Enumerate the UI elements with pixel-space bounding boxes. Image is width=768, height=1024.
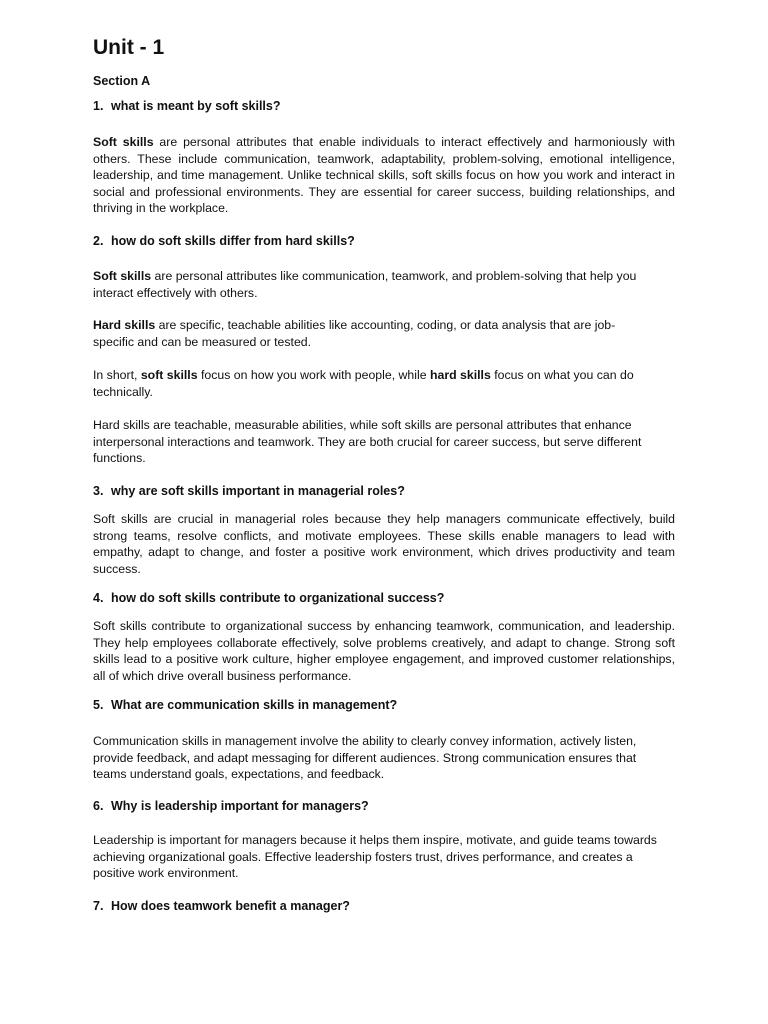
question-number: 1. — [93, 99, 104, 113]
question-text: how do soft skills differ from hard skills? — [111, 234, 355, 248]
question-2 — [93, 234, 355, 248]
answer-6: Leadership is important for managers because it helps them inspire, motivate, and guide teams towards achieving organizational goals. Effective leadership fosters trust, drives performance, and creates a positive work environment. — [93, 833, 657, 881]
answer-3: Soft skills are crucial in managerial roles because they help managers communicate effectively, build strong teams, resolve conflicts, and motivate employees. These skills enable managers to lead with empathy, adapt to change, and foster a positive work environment, which drives productivity and team success. — [93, 512, 675, 576]
bold-term: Hard skills — [93, 318, 156, 332]
answer-text: are personal attributes that enable individuals to interact effectively and harmoniously with others. These include communication, teamwork, adaptability, problem-solving, emotional intelligence, leadership, and time management. Unlike technical skills, soft skills focus on how you work and interact in social and professional environments. They are essential for career success, building relationships, and thriving in the workplace. — [93, 135, 675, 216]
answer-text: are specific, teachable abilities like accounting, coding, or data analysis that are job-specific and can be measured or tested. — [93, 318, 616, 349]
question-number: 3. — [93, 484, 104, 498]
question-text: why are soft skills important in managerial roles? — [111, 484, 405, 498]
question-6 — [93, 799, 369, 813]
question-number: 4. — [93, 591, 104, 605]
bold-term: Soft skills — [93, 269, 152, 283]
question-number: 6. — [93, 799, 104, 813]
answer-text: focus on how you work with people, while — [197, 368, 430, 382]
question-7 — [93, 899, 350, 913]
unit-title: Unit - 1 — [93, 36, 165, 59]
question-text: what is meant by soft skills? — [111, 99, 281, 113]
answer-2-paragraph-3 — [93, 367, 665, 400]
bold-term: hard skills — [429, 368, 491, 382]
section-heading: Section A — [93, 74, 151, 88]
answer-2-paragraph-2 — [93, 317, 653, 350]
question-1 — [93, 99, 281, 113]
answer-4: Soft skills contribute to organizational success by enhancing teamwork, communication, and leadership. They help employees collaborate effectively, solve problems creatively, and adapt to change. Strong soft skills lead to a positive work culture, higher employee engagement, and improved customer relationships, all of which drive overall business performance. — [93, 619, 675, 683]
question-text: How does teamwork benefit a manager? — [111, 899, 350, 913]
question-number: 2. — [93, 234, 104, 248]
question-3 — [93, 484, 405, 498]
answer-5: Communication skills in management involve the ability to clearly convey information, actively listen, provide feedback, and adapt messaging for different audiences. Strong communication ensures that teams understand goals, expectations, and feedback. — [93, 734, 637, 782]
bold-term: soft skills — [140, 368, 198, 382]
answer-text: are personal attributes like communication, teamwork, and problem-solving that help you interact effectively with others. — [93, 269, 637, 300]
question-text: how do soft skills contribute to organizational success? — [111, 591, 445, 605]
answer-2-paragraph-1 — [93, 268, 679, 301]
question-5 — [93, 698, 397, 712]
question-text: Why is leadership important for managers? — [111, 799, 369, 813]
bold-term: Soft skills — [93, 135, 154, 149]
question-number: 5. — [93, 698, 104, 712]
question-number: 7. — [93, 899, 104, 913]
answer-text: In short, — [93, 368, 141, 382]
answer-text: focus on what you can do technically. — [93, 368, 634, 399]
answer-1 — [93, 134, 675, 217]
answer-2-paragraph-4: Hard skills are teachable, measurable abilities, while soft skills are personal attributes that enhance interpersonal interactions and teamwork. They are both crucial for career success, but serve different functions. — [93, 418, 642, 466]
question-4 — [93, 591, 444, 605]
question-text: What are communication skills in management? — [111, 698, 398, 712]
